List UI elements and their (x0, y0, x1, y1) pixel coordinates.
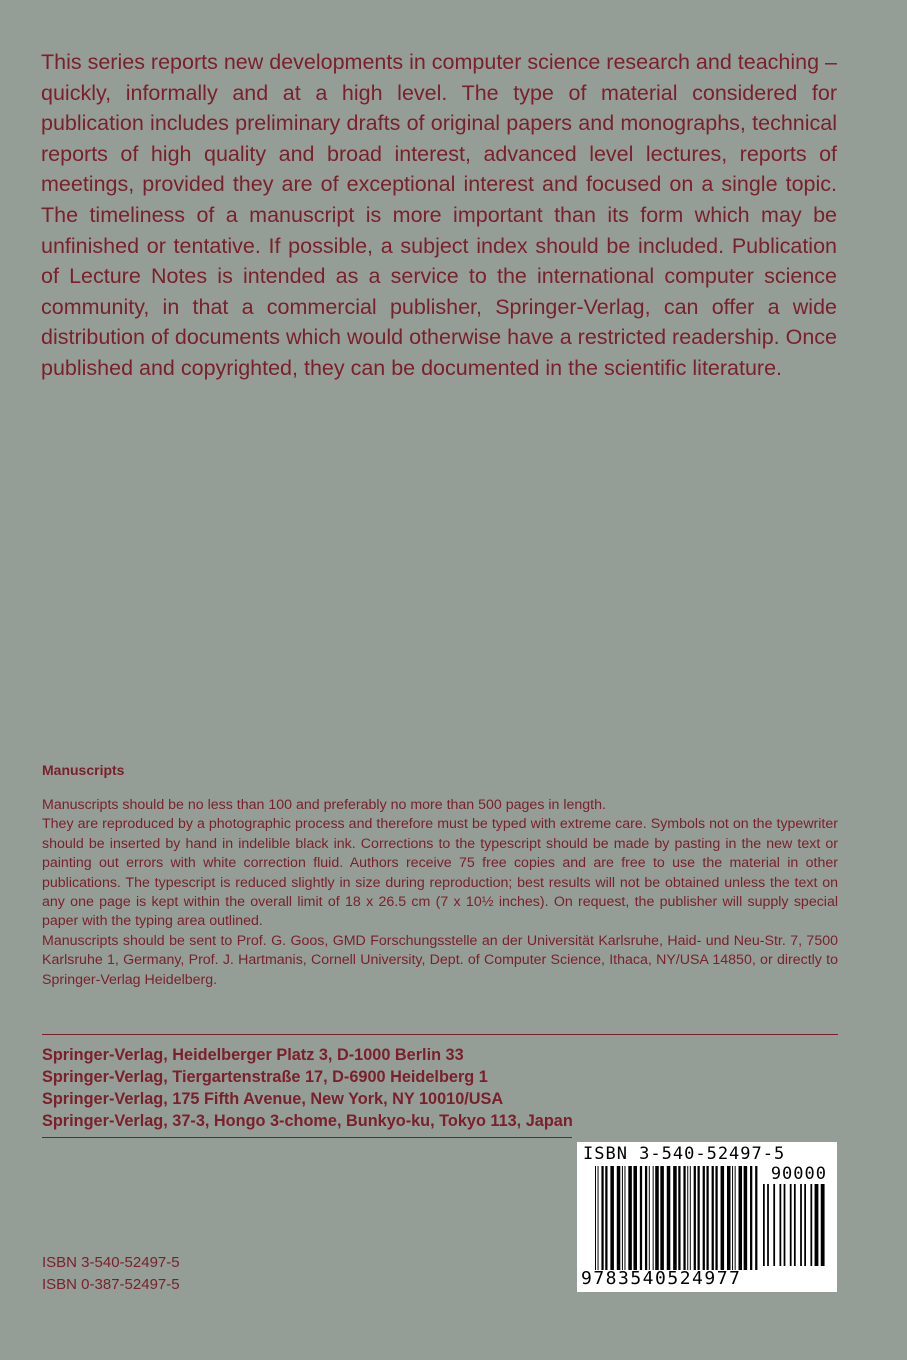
barcode-label (577, 1142, 837, 1292)
manuscripts-length-paragraph: Manuscripts should be no less than 100 and preferably no more than 500 pages in length. (42, 797, 606, 813)
barcode-isbn-text: ISBN 3-540-52497-5 (583, 1144, 786, 1164)
address-tokyo: Springer-Verlag, 37-3, Hongo 3-chome, Bunkyo-ku, Tokyo 113, Japan (42, 1112, 573, 1130)
barcode-bars-icon (595, 1166, 759, 1270)
manuscripts-body (42, 796, 838, 990)
top-divider (42, 1034, 838, 1035)
address-heidelberg: Springer-Verlag, Tiergartenstraße 17, D-6900 Heidelberg 1 (42, 1068, 488, 1086)
barcode-ean-text: 9783540524977 (581, 1268, 742, 1289)
series-description: This series reports new developments in computer science research and teaching – quickly, informally and at a high level. The type of material considered for publication includes preliminary drafts of original papers and monographs, technical reports of high quality and broad interest, advanced level lectures, reports of meetings, provided they are of exceptional interest and focused on a single topic. The timeliness of a manuscript is more important than its form which may be unfinished or tentative. If possible, a subject index should be included. Publication of Lecture Notes is intended as a service to the international computer science community, in that a commercial publisher, Springer-Verlag, can offer a wide distribution of documents which would otherwise have a restricted readership. Once published and copyrighted, they can be documented in the scientific literature. (41, 50, 837, 380)
isbn-list (42, 1252, 180, 1296)
isbn-springer-us: ISBN 0-387-52497-5 (42, 1276, 180, 1293)
manuscripts-address-paragraph: Manuscripts should be sent to Prof. G. Goos, GMD Forschungsstelle an der Universität Karlsruhe, Haid- und Neu-Str. 7, 7500 Karlsruhe 1, Germany, Prof. J. Hartmanis, Cornell University, Dept. of Computer Science, Ithaca, NY/USA 14850, or directly to Springer-Verlag Heidelberg. (42, 932, 838, 988)
bottom-divider (42, 1137, 572, 1138)
manuscripts-typing-paragraph: They are reproduced by a photographic process and therefore must be typed with extreme care. Symbols not on the typewriter should be inserted by hand in indelible black ink. Corrections to the typescript should be made by pasting in the new text or painting out errors with white correction fluid. Authors receive 75 free copies and are free to use the material in other publications. The typescript is reduced slightly in size during reproduction; best results will not be obtained unless the text on any one page is kept within the overall limit of 18 x 26.5 cm (7 x 10½ inches). On request, the publisher will supply special paper with the typing area outlined. (42, 816, 838, 930)
manuscripts-heading: Manuscripts (42, 762, 125, 778)
publisher-addresses (42, 1044, 662, 1132)
barcode-addon-bars-icon (763, 1184, 829, 1266)
isbn-springer-germany: ISBN 3-540-52497-5 (42, 1254, 180, 1271)
address-new-york: Springer-Verlag, 175 Fifth Avenue, New York, NY 10010/USA (42, 1090, 504, 1108)
address-berlin: Springer-Verlag, Heidelberger Platz 3, D-1000 Berlin 33 (42, 1046, 464, 1064)
barcode-addon-text: 90000 (770, 1164, 827, 1184)
